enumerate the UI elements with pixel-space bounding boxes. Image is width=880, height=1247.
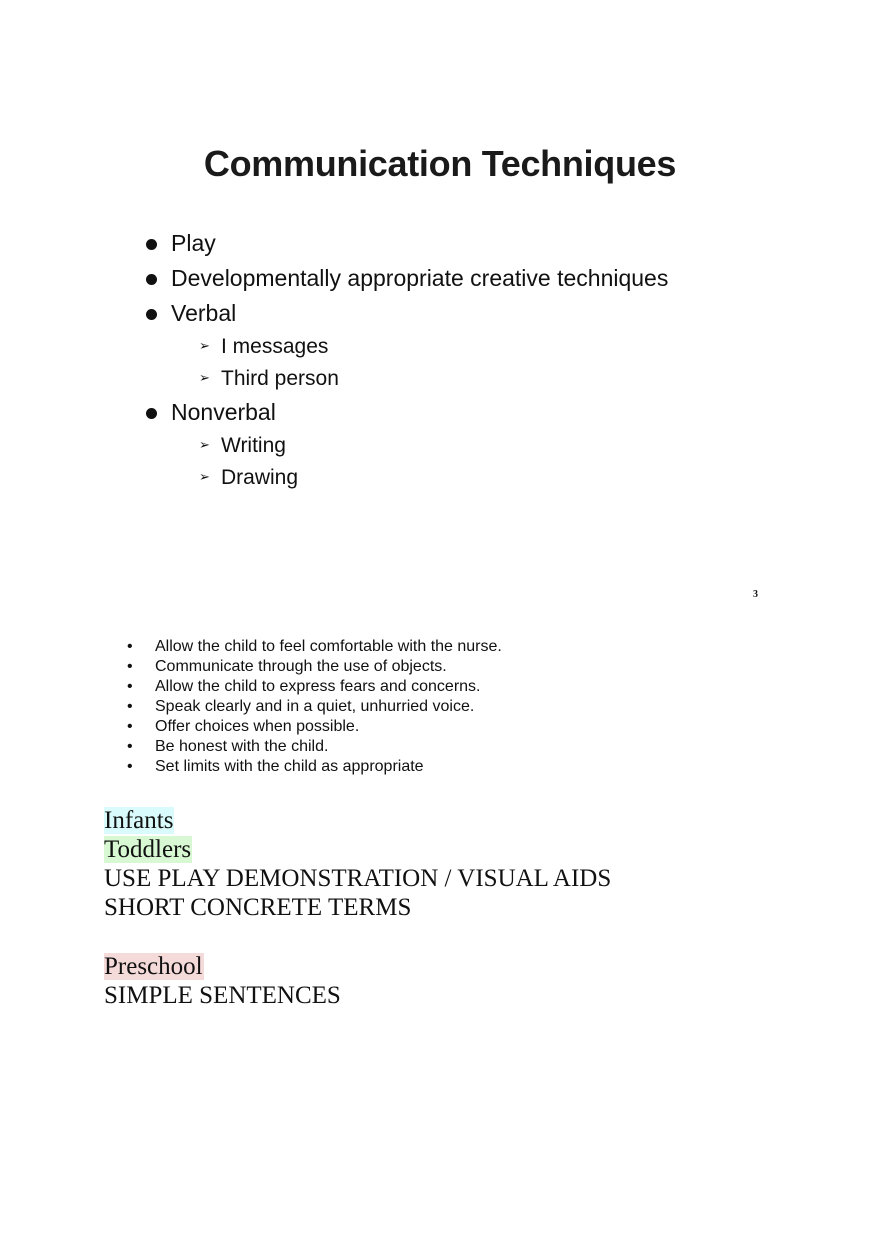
infants-heading: Infants [104, 807, 174, 834]
toddler-guideline-terms: SHORT CONCRETE TERMS [104, 894, 412, 921]
slide-title: Communication Techniques [203, 143, 677, 184]
slide-bullet-list [143, 226, 668, 494]
slide-bullet-nonverbal [143, 395, 668, 494]
slide-bullet-label: Verbal [171, 300, 237, 326]
preschool-guideline: SIMPLE SENTENCES [104, 982, 341, 1009]
tip-item: • Allow the child to feel comfortable with the nurse. [127, 637, 502, 657]
tip-item: • Offer choices when possible. [127, 717, 502, 737]
slide-bullet-label: Nonverbal [171, 399, 276, 425]
nonverbal-sub-list [171, 430, 668, 494]
tip-item: • Be honest with the child. [127, 737, 502, 757]
slide-bullet-label: Play [171, 230, 216, 256]
slide-bullet-verbal [143, 296, 668, 395]
tip-item: • Set limits with the child as appropriate [127, 757, 502, 777]
tip-item: • Communicate through the use of objects. [127, 657, 502, 677]
preschool-heading: Preschool [104, 953, 203, 980]
tip-item: • Speak clearly and in a quiet, unhurried voice. [127, 697, 502, 717]
sub-bullet-drawing: ➢ Drawing [199, 462, 668, 494]
toddler-guideline-play: USE PLAY DEMONSTRATION / VISUAL AIDS [104, 865, 612, 892]
infants-toddlers-section [104, 806, 611, 922]
slide-bullet-play [143, 226, 668, 261]
sub-bullet-writing: ➢ Writing [199, 430, 668, 462]
tips-list [127, 637, 502, 777]
verbal-sub-list [171, 331, 668, 395]
slide-page-number: 3 [753, 589, 758, 600]
tip-item: • Allow the child to express fears and concerns. [127, 677, 502, 697]
slide-bullet-creative-techniques [143, 261, 668, 296]
sub-bullet-i-messages: ➢ I messages [199, 331, 668, 363]
toddlers-heading: Toddlers [104, 836, 192, 863]
sub-bullet-third-person: ➢ Third person [199, 363, 668, 395]
slide-bullet-label: Developmentally appropriate creative techniques [171, 265, 669, 291]
preschool-section [104, 952, 341, 1010]
